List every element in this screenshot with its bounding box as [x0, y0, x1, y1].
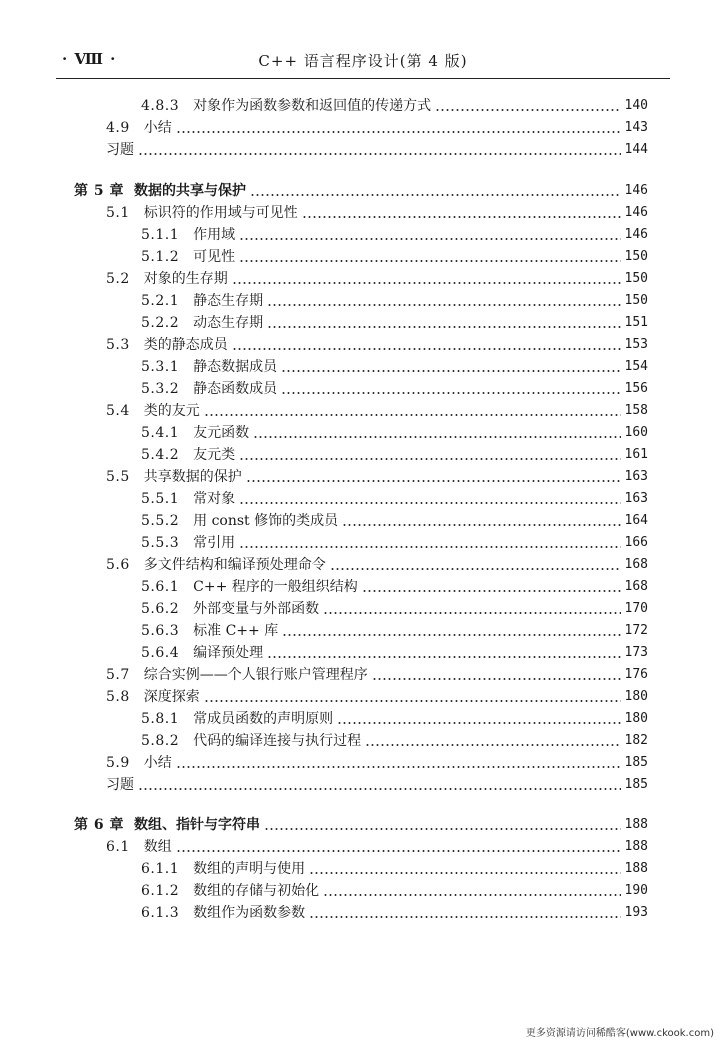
toc-chapter-row — [74, 178, 648, 200]
toc-entry-title: 常成员函数的声明原则 — [193, 711, 334, 727]
toc-entry-number: 5.6 — [106, 557, 130, 573]
toc-entry-title: 数组作为函数参数 — [193, 905, 306, 921]
dot-leader — [239, 226, 620, 244]
toc-entry-number: 5.4.2 — [141, 447, 180, 463]
toc-entry-title: C++ 程序的一般组织结构 — [193, 579, 358, 595]
book-title: C++ 语言程序设计(第 4 版) — [258, 52, 468, 70]
toc-entry-number: 6.1 — [106, 839, 130, 855]
toc-entry-number: 5.1.1 — [141, 227, 180, 243]
dot-leader — [309, 860, 620, 878]
dot-leader — [337, 710, 620, 728]
toc-page-number: 146 — [624, 205, 648, 220]
toc-page-number: 163 — [624, 469, 648, 484]
toc-entry-number: 5.4 — [106, 403, 130, 419]
toc-entry-row — [141, 728, 648, 750]
toc-page-number: 172 — [624, 623, 648, 638]
toc-entry-number: 5.8.1 — [141, 711, 180, 727]
dot-leader — [342, 512, 620, 530]
dot-leader — [246, 468, 621, 486]
dot-leader — [204, 402, 621, 420]
toc-entry-number: 5.3 — [106, 337, 130, 353]
toc-entry-number: 5.6.3 — [141, 623, 180, 639]
toc-entry-title: 数组的存储与初始化 — [193, 883, 320, 899]
toc-entry-title: 习题 — [106, 777, 134, 793]
toc-entry-title: 类的静态成员 — [143, 337, 228, 353]
dot-leader — [239, 248, 620, 266]
dot-leader — [267, 314, 620, 332]
toc-entry-row — [141, 420, 648, 442]
toc-page-number: 180 — [624, 711, 648, 726]
toc-entry-number: 5.8.2 — [141, 733, 180, 749]
toc-entry-number: 5.4.1 — [141, 425, 180, 441]
toc-entry-row — [106, 552, 648, 574]
toc-entry-row — [141, 508, 648, 530]
toc-entry-row — [141, 244, 648, 266]
dot-leader — [435, 97, 620, 115]
toc-entry-number: 6.1.2 — [141, 883, 180, 899]
toc-page-number: 140 — [624, 98, 648, 113]
toc-entry-number: 5.8 — [106, 689, 130, 705]
dot-leader — [204, 688, 621, 706]
toc-page-number: 163 — [624, 491, 648, 506]
dot-leader — [267, 644, 620, 662]
toc-page-number: 176 — [624, 667, 648, 682]
toc-entry-title: 数组、指针与字符串 — [134, 817, 260, 833]
toc-entry-number: 5.1.2 — [141, 249, 180, 265]
dot-leader — [372, 666, 621, 684]
toc-page-number: 166 — [624, 535, 648, 550]
toc-entry-row — [141, 486, 648, 508]
toc-page-number: 188 — [624, 861, 648, 876]
toc-entry-row — [106, 266, 648, 288]
dot-leader — [239, 446, 620, 464]
toc-entry-number: 第 6 章 — [74, 817, 124, 833]
toc-entry-row — [141, 706, 648, 728]
toc-entry-title: 可见性 — [193, 249, 236, 265]
toc-entry-row — [141, 310, 648, 332]
toc-entry-row — [141, 574, 648, 596]
toc-page-number: 180 — [624, 689, 648, 704]
toc-entry-row — [141, 442, 648, 464]
toc-entry-title: 代码的编译连接与执行过程 — [193, 733, 362, 749]
toc-page-number: 188 — [624, 817, 648, 832]
toc-page-number: 190 — [624, 883, 648, 898]
toc-entry-row — [141, 900, 648, 922]
toc-entry-number: 5.3.2 — [141, 381, 180, 397]
toc-entry-title: 静态数据成员 — [193, 359, 278, 375]
toc-entry-number: 5.5.3 — [141, 535, 180, 551]
toc-entry-number: 4.9 — [106, 120, 130, 136]
toc-entry-row — [141, 640, 648, 662]
toc-entry-row — [141, 288, 648, 310]
toc-entry-title: 对象的生存期 — [143, 271, 228, 287]
dot-leader — [365, 732, 620, 750]
watermark-text: 更多资源请访问稀酷客(www.ckook.com) — [525, 1028, 714, 1039]
toc-entry-title: 动态生存期 — [193, 315, 264, 331]
dot-leader — [323, 600, 620, 618]
toc-entry-row — [141, 618, 648, 640]
dot-leader — [176, 119, 621, 137]
dot-leader — [282, 622, 620, 640]
toc-entry-title: 友元函数 — [193, 425, 250, 441]
dot-leader — [302, 204, 621, 222]
toc-entry-title: 对象作为函数参数和返回值的传递方式 — [193, 98, 432, 114]
toc-entry-row — [106, 834, 648, 856]
dot-leader — [267, 292, 620, 310]
toc-page-number: 161 — [624, 447, 648, 462]
toc-entry-title: 习题 — [106, 142, 134, 158]
toc-entry-title: 类的友元 — [143, 403, 200, 419]
toc-page-number: 173 — [624, 645, 648, 660]
page-number-roman: · Ⅷ · — [62, 50, 117, 68]
toc-entry-title: 友元类 — [193, 447, 236, 463]
toc-page-number: 182 — [624, 733, 648, 748]
toc-entry-number: 5.1 — [106, 205, 130, 221]
dot-leader — [250, 182, 621, 200]
toc-entry-number: 5.6.4 — [141, 645, 180, 661]
toc-page-number: 168 — [624, 579, 648, 594]
toc-entry-title: 常对象 — [193, 491, 236, 507]
toc-entry-title: 标识符的作用域与可见性 — [143, 205, 298, 221]
toc-page-number: 151 — [624, 315, 648, 330]
toc-entry-row — [141, 222, 648, 244]
toc-page-number: 156 — [624, 381, 648, 396]
toc-entry-title: 作用域 — [193, 227, 236, 243]
toc-entry-row — [141, 530, 648, 552]
dot-leader — [239, 534, 620, 552]
toc-entry-title: 数组的声明与使用 — [193, 861, 306, 877]
toc-entry-title: 用 const 修饰的类成员 — [193, 513, 339, 529]
toc-page-number: 144 — [624, 142, 648, 157]
toc-page-number: 185 — [624, 755, 648, 770]
toc-entry-number: 5.9 — [106, 755, 130, 771]
toc-entry-row — [106, 115, 648, 137]
toc-page-number: 150 — [624, 249, 648, 264]
toc-entry-row — [141, 376, 648, 398]
toc-entry-number: 4.8.3 — [141, 98, 180, 114]
toc-entry-number: 第 5 章 — [74, 183, 124, 199]
toc-page-number: 146 — [624, 183, 648, 198]
toc-entry-row — [141, 93, 648, 115]
toc-entry-number: 5.7 — [106, 667, 130, 683]
toc-page-number: 168 — [624, 557, 648, 572]
dot-leader — [239, 490, 620, 508]
toc-entry-row — [141, 596, 648, 618]
toc-page-number: 146 — [624, 227, 648, 242]
toc-entry-title: 标准 C++ 库 — [193, 623, 279, 639]
dot-leader — [232, 270, 621, 288]
toc-entry-number: 5.3.1 — [141, 359, 180, 375]
toc-entry-row — [141, 856, 648, 878]
toc-entry-number: 5.5.1 — [141, 491, 180, 507]
toc-exercise-row — [106, 137, 648, 159]
toc-page-number: 185 — [624, 777, 648, 792]
dot-leader — [362, 578, 621, 596]
toc-entry-title: 静态生存期 — [193, 293, 264, 309]
toc-entry-title: 静态函数成员 — [193, 381, 278, 397]
toc-entry-number: 5.6.1 — [141, 579, 180, 595]
toc-page-number: 160 — [624, 425, 648, 440]
toc-page-number: 154 — [624, 359, 648, 374]
dot-leader — [264, 816, 621, 834]
dot-leader — [232, 336, 621, 354]
toc-exercise-row — [106, 772, 648, 794]
toc-page-number: 150 — [624, 293, 648, 308]
toc-entry-row — [106, 750, 648, 772]
toc-entry-row — [106, 662, 648, 684]
toc-page-number: 188 — [624, 839, 648, 854]
toc-chapter-row — [74, 812, 648, 834]
toc-page-number: 170 — [624, 601, 648, 616]
toc-entry-number: 5.6.2 — [141, 601, 180, 617]
toc-page-number: 158 — [624, 403, 648, 418]
toc-entry-number: 6.1.3 — [141, 905, 180, 921]
dot-leader — [323, 882, 620, 900]
toc-entry-row — [106, 398, 648, 420]
toc-entry-number: 5.2.1 — [141, 293, 180, 309]
toc-entry-title: 多文件结构和编译预处理命令 — [143, 557, 326, 573]
toc-entry-number: 6.1.1 — [141, 861, 180, 877]
toc-page-number: 164 — [624, 513, 648, 528]
toc-entry-row — [106, 464, 648, 486]
toc-entry-title: 共享数据的保护 — [143, 469, 242, 485]
toc-entry-number: 5.5.2 — [141, 513, 180, 529]
dot-leader — [330, 556, 621, 574]
toc-entry-title: 数据的共享与保护 — [134, 183, 246, 199]
toc-entry-number: 5.2 — [106, 271, 130, 287]
toc-entry-row — [141, 354, 648, 376]
dot-leader — [138, 141, 621, 159]
toc-entry-row — [106, 200, 648, 222]
toc-entry-row — [141, 878, 648, 900]
toc-page-number: 143 — [624, 120, 648, 135]
toc-entry-title: 深度探索 — [143, 689, 200, 705]
dot-leader — [176, 838, 621, 856]
toc-entry-title: 小结 — [143, 755, 172, 771]
toc-entry-title: 外部变量与外部函数 — [193, 601, 320, 617]
dot-leader — [281, 380, 620, 398]
dot-leader — [138, 776, 621, 794]
dot-leader — [176, 754, 621, 772]
toc-entry-row — [106, 332, 648, 354]
toc-page-number: 150 — [624, 271, 648, 286]
toc-entry-number: 5.5 — [106, 469, 130, 485]
toc-entry-title: 常引用 — [193, 535, 236, 551]
toc-entry-title: 小结 — [143, 120, 172, 136]
toc-page-number: 193 — [624, 905, 648, 920]
toc-entry-title: 编译预处理 — [193, 645, 264, 661]
toc-entry-title: 综合实例——个人银行账户管理程序 — [143, 667, 368, 683]
dot-leader — [281, 358, 620, 376]
toc-entry-title: 数组 — [143, 839, 172, 855]
dot-leader — [309, 904, 620, 922]
toc-page-number: 153 — [624, 337, 648, 352]
dot-leader — [253, 424, 620, 442]
toc-entry-row — [106, 684, 648, 706]
toc-entry-number: 5.2.2 — [141, 315, 180, 331]
